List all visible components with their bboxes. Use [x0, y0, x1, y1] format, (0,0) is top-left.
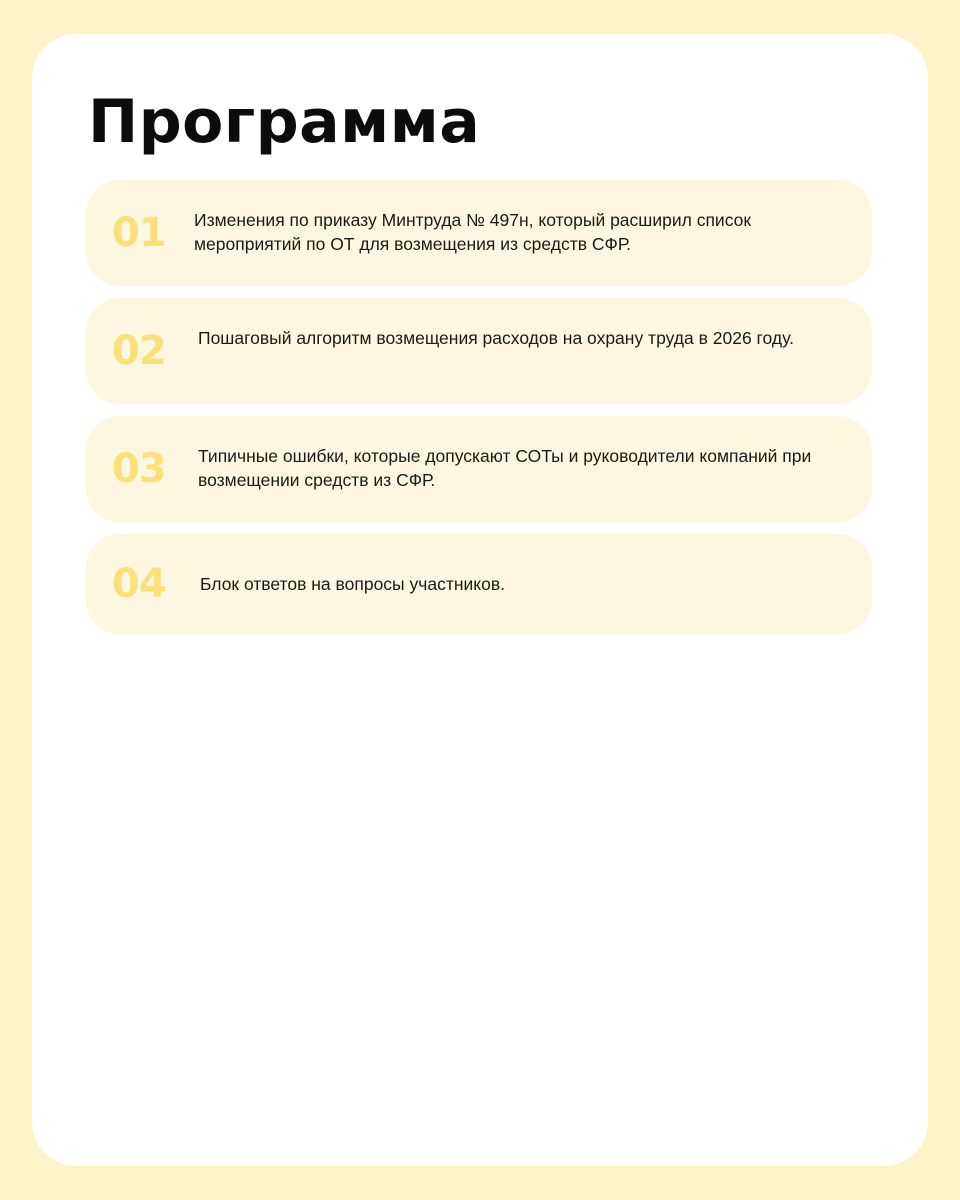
page-title: Программа	[88, 87, 481, 157]
item-number: 03	[112, 446, 166, 492]
item-number: 01	[112, 210, 166, 256]
item-text: Типичные ошибки, которые допускают СОТы и руководители компаний при возмещении средств из СФР.	[198, 446, 812, 490]
item-text: Пошаговый алгоритм возмещения расходов на охрану труда в 2026 году.	[198, 328, 794, 348]
program-list	[86, 180, 872, 646]
item-number: 02	[112, 328, 166, 374]
item-text: Блок ответов на вопросы участников.	[200, 574, 506, 594]
program-item-3	[86, 416, 872, 522]
content-card	[32, 34, 928, 1166]
program-item-4	[86, 534, 872, 634]
item-text: Изменения по приказу Минтруда № 497н, который расширил список мероприятий по ОТ для возмещения из средств СФР.	[194, 210, 752, 254]
item-number: 04	[112, 561, 166, 607]
program-item-2	[86, 298, 872, 404]
program-item-1	[86, 180, 872, 286]
